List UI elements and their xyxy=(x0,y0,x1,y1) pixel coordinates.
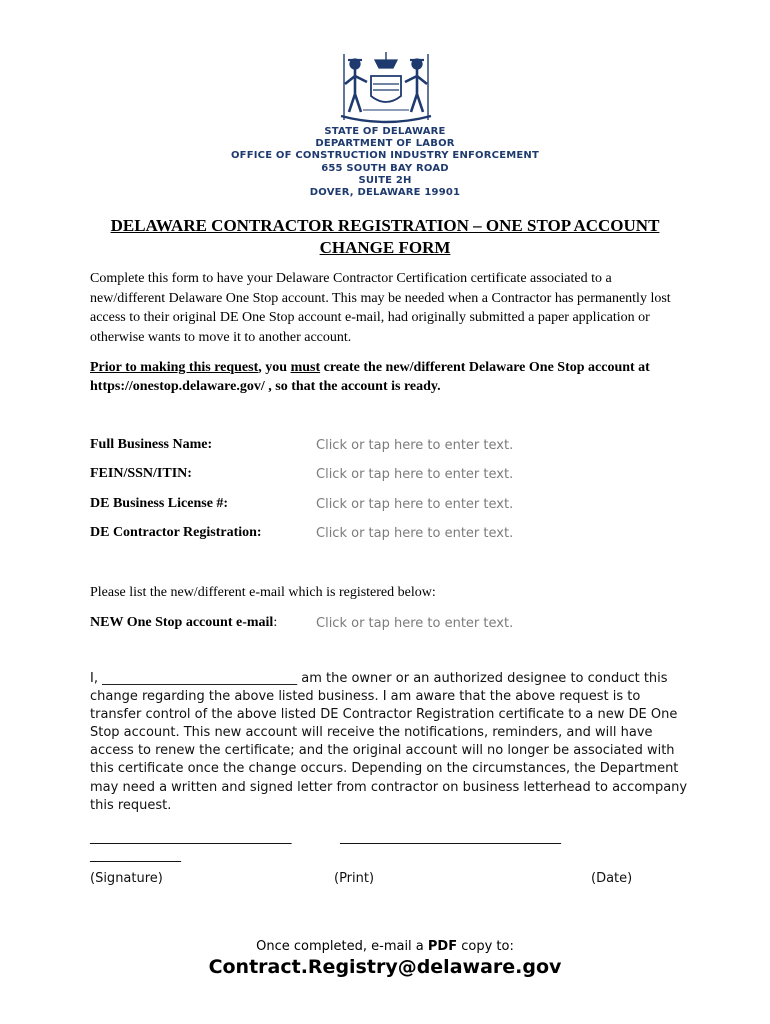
submission-instruction xyxy=(0,939,770,954)
form-title-line: CHANGE FORM xyxy=(319,238,451,257)
agency-line: DEPARTMENT OF LABOR xyxy=(315,138,455,150)
prerequisite-note xyxy=(90,358,690,396)
new-email-input[interactable]: Click or tap here to enter text. xyxy=(316,616,514,631)
print-label: (Print) xyxy=(334,871,375,886)
print-name-line[interactable]: __________________________________ xyxy=(340,830,561,845)
prerequisite-emphasis: Prior to making this request xyxy=(90,360,259,375)
field-label-contractor-registration: DE Contractor Registration: xyxy=(90,525,262,540)
pdf-emphasis: PDF xyxy=(427,939,458,954)
agency-line: 655 SOUTH BAY ROAD xyxy=(321,162,449,174)
date-line[interactable]: ______________ xyxy=(90,848,181,863)
email-label-colon: : xyxy=(273,615,278,630)
field-label-fein: FEIN/SSN/ITIN: xyxy=(90,466,192,481)
agency-line: OFFICE OF CONSTRUCTION INDUSTRY ENFORCEMENT xyxy=(230,150,540,162)
fein-input[interactable]: Click or tap here to enter text. xyxy=(316,467,514,482)
agency-line: DOVER, DELAWARE 19901 xyxy=(309,187,461,199)
contact-email-link[interactable]: Contract.Registry@delaware.gov xyxy=(208,956,562,978)
field-label-business-license: DE Business License #: xyxy=(90,496,229,511)
business-license-input[interactable]: Click or tap here to enter text. xyxy=(316,497,514,512)
field-label-business-name: Full Business Name: xyxy=(90,437,213,452)
prerequisite-text: , you xyxy=(258,360,291,375)
intro-paragraph: Complete this form to have your Delaware Contractor Certification certificate associated to a new/different Delaware One Stop account. This may be needed when a Contractor has permanently lost access to their original DE One Stop account e-mail, had originally submitted a paper application or otherwise wants to move it to another account. xyxy=(90,271,671,345)
must-emphasis: must xyxy=(290,360,321,375)
agency-line: STATE OF DELAWARE xyxy=(324,126,446,137)
business-name-input[interactable]: Click or tap here to enter text. xyxy=(316,438,514,453)
email-instruction: Please list the new/different e-mail which is registered below: xyxy=(90,585,436,600)
delaware-state-seal-icon xyxy=(333,50,439,126)
agency-line: SUITE 2H xyxy=(358,174,412,186)
prerequisite-text: create the new/different Delaware One Stop account at https://onestop.delaware.gov/ , so that the account is ready. xyxy=(90,360,650,394)
signature-label: (Signature) xyxy=(90,871,163,886)
form-title-line: DELAWARE CONTRACTOR REGISTRATION – ONE STOP ACCOUNT xyxy=(110,216,660,235)
submission-text: copy to: xyxy=(457,939,514,954)
agency-header xyxy=(0,126,770,199)
contractor-registration-input[interactable]: Click or tap here to enter text. xyxy=(316,526,514,541)
form-title xyxy=(60,215,710,259)
signature-line[interactable]: _______________________________ xyxy=(90,830,292,845)
declaration-paragraph: I, ______________________________ am the owner or an authorized designee to conduct this change regarding the above listed business. I am aware that the above request is to transfer control of the above listed DE Contractor Registration certificate to a new DE One Stop account. This new account will receive the notifications, reminders, and will have access to renew the certificate; and the original account will no longer be associated with this certificate once the change occurs. Depending on the circumstances, the Department may need a written and signed letter from contractor on business letterhead to accompany this request. xyxy=(90,671,688,813)
date-label: (Date) xyxy=(591,871,633,886)
email-label: NEW One Stop account e-mail xyxy=(90,615,274,630)
email-label-row xyxy=(90,615,277,631)
submission-text: Once completed, e-mail a xyxy=(256,939,428,954)
